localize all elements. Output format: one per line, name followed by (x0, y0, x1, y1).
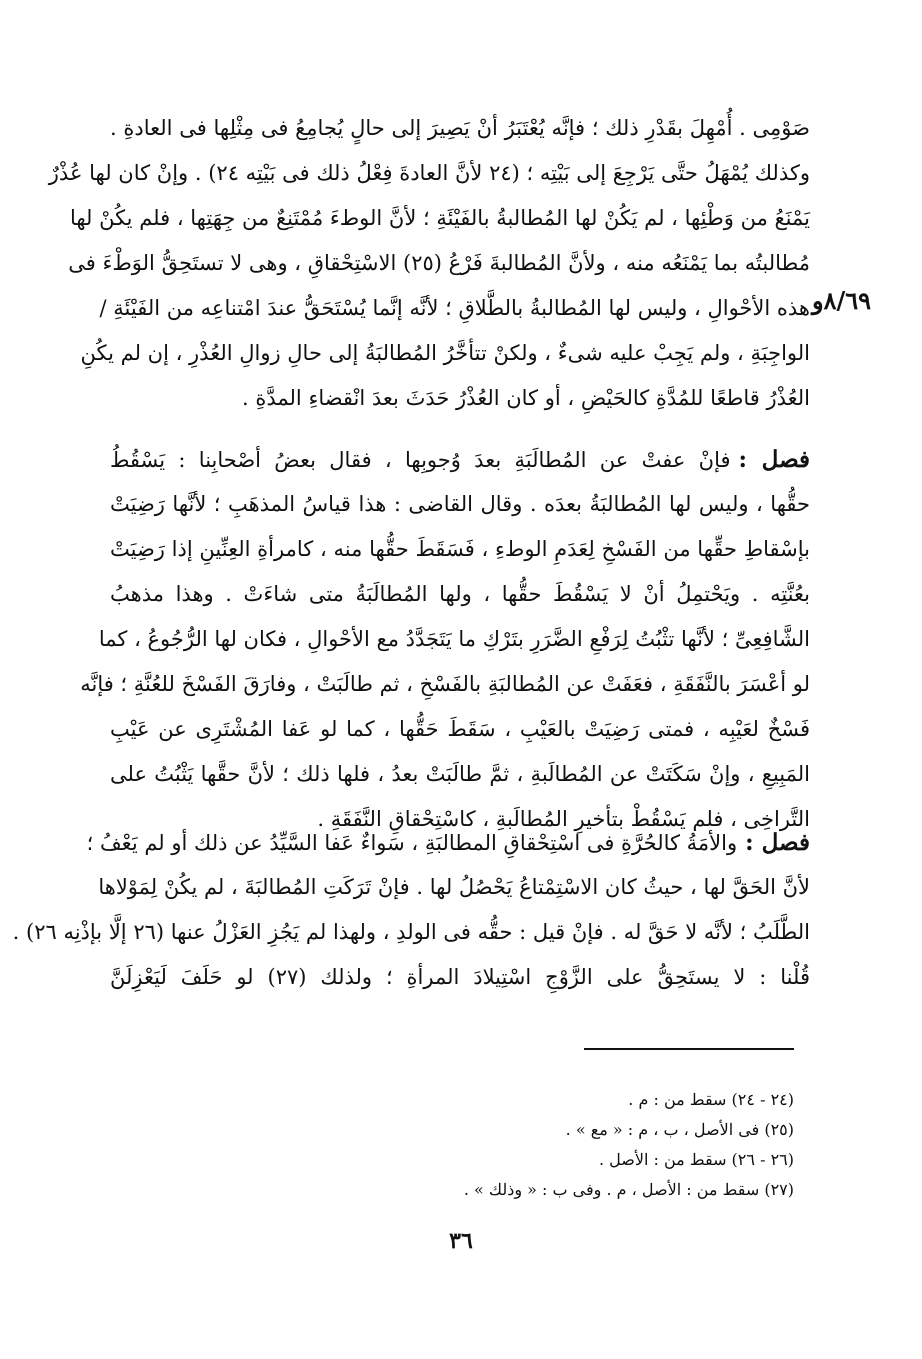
paragraph-1-line: هذه الأحْوالِ ، وليس لها المُطالبةُ بالطَّلاقِ ؛ لأنَّه إنَّما يُسْتَحَقُّ عندَ امْتناعِه من الفَيْئَةِ / (99, 296, 810, 320)
footnote: (٢٦ - ٢٦) سقط من : الأصل . (598, 1150, 794, 1169)
paragraph-3-line: قُلْنا : لا يستَحِقُّ على الزَّوْجِ اسْتِيلادَ المرأةِ ؛ ولذلك (٢٧) لو حَلَفَ لَيَعْزِلَنَّ (110, 965, 810, 989)
paragraph-1-line: يَمْنَعُ من وَطْئِها ، لم يَكُنْ لها المُطالبةُ بالفَيْئَةِ ؛ لأنَّ الوطءَ مُمْتَنِعٌ من جِهَتِها ، فلم يكُنْ لها (69, 206, 810, 230)
paragraph-2-line: بإسْقاطِ حقِّها من الفَسْخِ لِعَدَمِ الوطءِ ، فَسَقَطَ حقُّها منه ، كامرأةِ العِنِّينِ إذا رَضِيَتْ (110, 537, 810, 561)
footnote-divider (584, 1048, 794, 1050)
paragraph-3-line: لأنَّ الحَقَّ لها ، حيثُ كان الاسْتِمْتاعُ يَحْصُلُ لها . فإنْ تَرَكَتِ المُطالبَةَ ، لم يكُنْ لِمَوْلاها (98, 875, 810, 899)
paragraph-2-line: فَسْخٌ لعَيْبِه ، فمتى رَضِيَتْ بالعَيْبِ ، سَقَطَ حَقُّها ، كما لو عَفا المُشْتَرِى عن عَيْبِ (110, 717, 810, 741)
section-heading: فصل : (745, 829, 810, 856)
paragraph-2-line: التَّراخِى ، فلم يَسْقُطْ بتأخيرِ المُطالَبةِ ، كاسْتِحْقاقِ النَّفَقَةِ . (317, 807, 810, 831)
paragraph-2-line-text: فإنْ عفتْ عن المُطالَبَةِ بعدَ وُجوبِها ، فقال بعضُ أصْحابِنا : يَسْقُطُ (110, 448, 731, 472)
paragraph-1-line: مُطالبتُه بما يَمْنَعُه منه ، ولأنَّ المُطالبةَ فَرْعُ (٢٥) الاسْتِحْقاقِ ، وهى لا تستَحِقُّ الوَطْءَ فى (68, 251, 810, 275)
paragraph-1-line: صَوْمِى . أُمْهِلَ بقَدْرِ ذلك ؛ فإنَّه يُعْتَبَرُ أنْ يَصِيرَ إلى حالٍ يُجامِعُ فى مِثْلِها فى العادةِ . (110, 116, 810, 140)
paragraph-2-first-line (110, 437, 810, 482)
paragraph-2-line: المَبِيعِ ، وإنْ سَكَتَتْ عن المُطالَبةِ ، ثمَّ طالَبَتْ بعدُ ، فلها ذلك ؛ لأنَّ حقَّها يَثْبُتُ على (110, 762, 810, 786)
page-number: ٣٦ (449, 1228, 473, 1254)
paragraph-3 (12, 820, 810, 1000)
margin-folio-reference: ٨/٦٩و (812, 286, 872, 315)
section-heading: فصل : (738, 446, 811, 473)
paragraph-2-line: لو أعْسَرَ بالنَّفَقَةِ ، فعَفَتْ عن المُطالبَةِ بالفَسْخِ ، ثم طالَبَتْ ، وفارَقَ الفَسْخَ للعُنَّةِ ؛ فإنَّه (80, 672, 810, 696)
paragraph-2-line: حقُّها ، وليس لها المُطالبَةُ بعدَه . وقال القاضى : هذا قياسُ المذهَبِ ؛ لأنَّها رَضِيَتْ (110, 492, 810, 516)
footnotes (300, 1085, 794, 1205)
footnote: (٢٧) سقط من : الأصل ، م . وفى ب : « وذلك » . (463, 1180, 794, 1199)
paragraph-2-line: بعُنَّتِه . ويَحْتمِلُ أنْ لا يَسْقُطَ حقُّها ، ولها المُطالَبَةُ متى شاءَتْ . وهذا مذهبُ (110, 582, 810, 606)
paragraph-2 (80, 437, 811, 842)
paragraph-1-line: العُذْرُ قاطعًا للمُدَّةِ كالحَيْضِ ، أو كان العُذْرُ حَدَثَ بعدَ انْقضاءِ المدَّةِ . (242, 386, 810, 410)
paragraph-3-line-text: والأمَةُ كالحُرَّةِ فى اسْتِحْقاقِ المطالبَةِ ، سَواءٌ عَفا السَّيِّدُ عن ذلك أو لم يَعْفُ ؛ (86, 831, 738, 855)
footnote: (٢٤ - ٢٤) سقط من : م . (628, 1090, 794, 1109)
paragraph-2-line: الشَّافِعِىِّ ؛ لأنَّها تثْبُتُ لِرَفْعِ الضَّرَرِ بتَرْكِ ما يَتَجَدَّدُ مع الأحْوالِ ، فكان لها الرُّجُوعُ ، كما (98, 627, 810, 651)
paragraph-3-line: الطَّلَبُ ؛ لأنَّه لا حَقَّ له . فإنْ قيل : حقُّه فى الولدِ ، ولهذا لم يَجُزِ العَزْلُ عنها (٢٦ إلَّا بإذْنِه ٢٦) . (12, 920, 810, 944)
paragraph-1 (48, 106, 810, 421)
footnote: (٢٥) فى الأصل ، ب ، م : « مع » . (565, 1120, 794, 1139)
paragraph-1-line: وكذلك يُمْهَلُ حتَّى يَرْجِعَ إلى بَيْتِه ؛ (٢٤ لأنَّ العادةَ فِعْلُ ذلك فى بَيْتِه ٢٤) . وإنْ كان لها عُذْرٌ (48, 161, 810, 185)
paragraph-3-first-line (86, 820, 810, 865)
paragraph-1-line: الواجِبَةِ ، ولم يَجِبْ عليه شىءٌ ، ولكنْ تتأخَّرُ المُطالبَةُ إلى حالِ زوالِ العُذْرِ ، إن لم يكُنِ (80, 341, 810, 365)
